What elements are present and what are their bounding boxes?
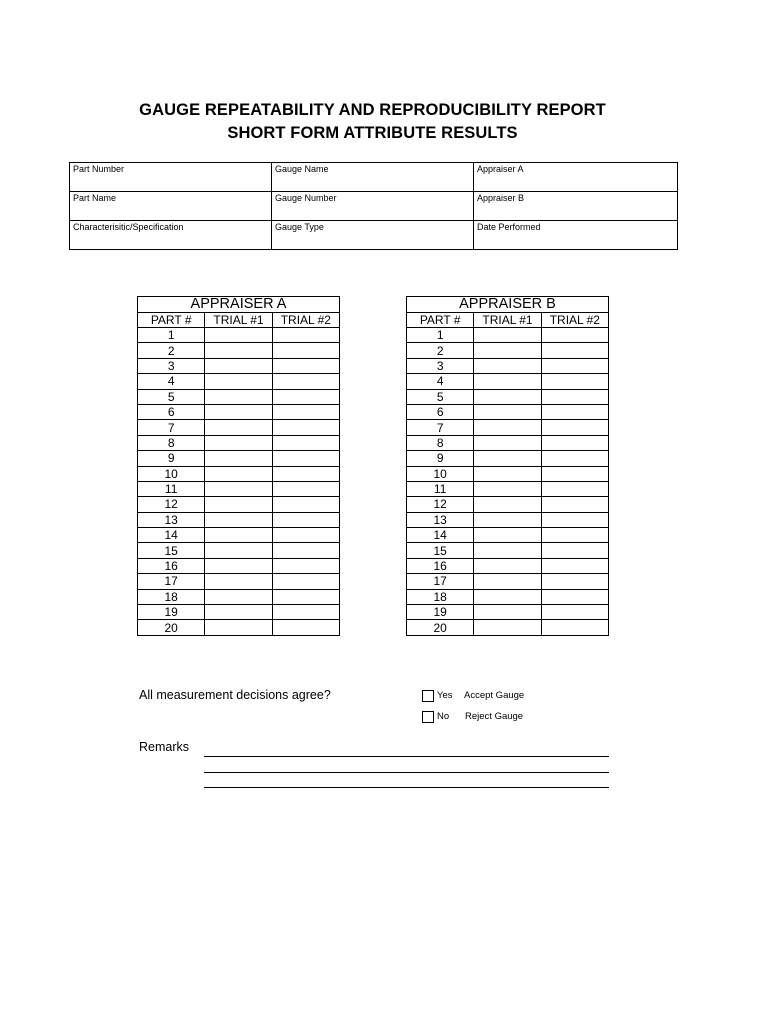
table-row (407, 543, 609, 558)
trial-1-cell[interactable] (205, 528, 272, 543)
part-number: 20 (138, 620, 205, 635)
part-number: 13 (138, 512, 205, 527)
trial-2-cell[interactable] (272, 605, 339, 620)
trial-2-cell[interactable] (272, 512, 339, 527)
table-row (407, 558, 609, 573)
part-number: 20 (407, 620, 474, 635)
trial-1-cell[interactable] (474, 497, 541, 512)
part-number: 2 (138, 343, 205, 358)
part-number: 9 (407, 451, 474, 466)
table-row (138, 558, 340, 573)
table-row (138, 589, 340, 604)
part-number: 17 (138, 574, 205, 589)
trial-2-cell[interactable] (541, 558, 608, 573)
part-number: 16 (138, 558, 205, 573)
info-table (69, 162, 678, 250)
trial-2-cell[interactable] (272, 558, 339, 573)
trial-2-cell[interactable] (541, 497, 608, 512)
accept-gauge-label: Accept Gauge (464, 690, 525, 701)
trial-1-cell[interactable] (474, 605, 541, 620)
part-number: 3 (138, 358, 205, 373)
trial-1-cell[interactable] (474, 404, 541, 419)
trial-1-cell[interactable] (474, 620, 541, 635)
no-checkbox[interactable] (422, 711, 434, 723)
table-row (407, 328, 609, 343)
part-number: 15 (407, 543, 474, 558)
trial-2-cell[interactable] (272, 466, 339, 481)
trial-2-cell[interactable] (541, 543, 608, 558)
part-number: 1 (138, 328, 205, 343)
table-row (407, 404, 609, 419)
trial-2-cell[interactable] (272, 374, 339, 389)
info-field[interactable]: Appraiser B (474, 192, 678, 221)
trial-2-cell[interactable] (541, 589, 608, 604)
part-number: 10 (138, 466, 205, 481)
trial-2-cell[interactable] (541, 605, 608, 620)
part-number: 15 (138, 543, 205, 558)
trial-1-cell[interactable] (205, 466, 272, 481)
reject-gauge-label: Reject Gauge (465, 711, 524, 722)
trial-1-cell[interactable] (205, 589, 272, 604)
trial-1-cell[interactable] (205, 497, 272, 512)
trial-1-cell[interactable] (205, 389, 272, 404)
trial-1-cell[interactable] (474, 343, 541, 358)
info-field[interactable]: Date Performed (474, 221, 678, 250)
part-number: 18 (138, 589, 205, 604)
part-number: 8 (138, 435, 205, 450)
part-number: 13 (407, 512, 474, 527)
trial-2-cell[interactable] (272, 451, 339, 466)
trial-2-cell[interactable] (541, 343, 608, 358)
table-row (138, 605, 340, 620)
table-row (138, 435, 340, 450)
part-number: 3 (407, 358, 474, 373)
trial-2-cell[interactable] (541, 481, 608, 496)
trial-1-cell[interactable] (205, 543, 272, 558)
remarks-line[interactable] (204, 787, 609, 788)
part-number: 4 (138, 374, 205, 389)
trial-1-cell[interactable] (205, 374, 272, 389)
trial-2-cell[interactable] (541, 451, 608, 466)
part-number: 12 (138, 497, 205, 512)
part-number: 4 (407, 374, 474, 389)
part-number: 6 (407, 404, 474, 419)
trial-1-cell[interactable] (205, 328, 272, 343)
trial-2-cell[interactable] (272, 435, 339, 450)
trial-1-cell[interactable] (474, 512, 541, 527)
appraiser-b-table (406, 296, 609, 636)
trial-2-cell[interactable] (541, 466, 608, 481)
trial-2-cell[interactable] (272, 543, 339, 558)
trial-1-cell[interactable] (474, 558, 541, 573)
trial-2-cell[interactable] (272, 343, 339, 358)
table-row (407, 497, 609, 512)
trial-1-cell[interactable] (474, 328, 541, 343)
report-title: GAUGE REPEATABILITY AND REPRODUCIBILITY REPORT (139, 101, 606, 119)
table-row (407, 451, 609, 466)
table-row (407, 343, 609, 358)
part-number: 11 (407, 481, 474, 496)
trial-1-cell[interactable] (205, 420, 272, 435)
table-row (138, 328, 340, 343)
trial-2-cell[interactable] (541, 574, 608, 589)
trial-2-cell[interactable] (541, 358, 608, 373)
trial-2-cell[interactable] (272, 420, 339, 435)
table-row (138, 497, 340, 512)
part-number: 18 (407, 589, 474, 604)
part-number: 5 (407, 389, 474, 404)
yes-label: Yes (437, 690, 453, 701)
trial-1-cell[interactable] (474, 589, 541, 604)
table-row (138, 481, 340, 496)
trial-2-cell[interactable] (272, 358, 339, 373)
table-row (407, 605, 609, 620)
part-number: 7 (138, 420, 205, 435)
table-row (407, 374, 609, 389)
table-row (407, 466, 609, 481)
table-row (407, 358, 609, 373)
table-row (407, 528, 609, 543)
part-number: 17 (407, 574, 474, 589)
remarks-label: Remarks (139, 740, 190, 754)
part-number: 8 (407, 435, 474, 450)
appraiser-a-title: APPRAISER A (138, 297, 340, 313)
info-row (70, 221, 678, 250)
trial-2-cell[interactable] (541, 420, 608, 435)
trial-1-cell[interactable] (474, 374, 541, 389)
table-row (138, 574, 340, 589)
col-header-trial1: TRIAL #1 (474, 313, 541, 328)
table-row (407, 420, 609, 435)
trial-1-cell[interactable] (205, 481, 272, 496)
trial-2-cell[interactable] (541, 404, 608, 419)
table-row (407, 589, 609, 604)
report-subtitle: SHORT FORM ATTRIBUTE RESULTS (227, 124, 518, 142)
trial-2-cell[interactable] (272, 589, 339, 604)
yes-checkbox[interactable] (422, 690, 434, 702)
part-number: 12 (407, 497, 474, 512)
table-row (407, 481, 609, 496)
info-field[interactable]: Characterisitic/Specification (70, 221, 272, 250)
table-row (138, 358, 340, 373)
info-field[interactable]: Gauge Number (272, 192, 474, 221)
remarks-line[interactable] (204, 772, 609, 773)
trial-1-cell[interactable] (474, 389, 541, 404)
trial-2-cell[interactable] (272, 497, 339, 512)
trial-2-cell[interactable] (541, 512, 608, 527)
part-number: 5 (138, 389, 205, 404)
table-row (138, 451, 340, 466)
table-row (138, 528, 340, 543)
agreement-question: All measurement decisions agree? (139, 688, 331, 702)
table-row (138, 389, 340, 404)
trial-1-cell[interactable] (205, 358, 272, 373)
part-number: 1 (407, 328, 474, 343)
table-row (407, 574, 609, 589)
trial-2-cell[interactable] (541, 389, 608, 404)
part-number: 14 (407, 528, 474, 543)
trial-2-cell[interactable] (541, 435, 608, 450)
table-row (138, 466, 340, 481)
trial-1-cell[interactable] (205, 574, 272, 589)
trial-1-cell[interactable] (474, 543, 541, 558)
trial-1-cell[interactable] (205, 451, 272, 466)
table-row (407, 389, 609, 404)
part-number: 6 (138, 404, 205, 419)
part-number: 2 (407, 343, 474, 358)
trial-2-cell[interactable] (541, 374, 608, 389)
info-field[interactable]: Part Number (70, 163, 272, 192)
info-row (70, 163, 678, 192)
part-number: 7 (407, 420, 474, 435)
part-number: 10 (407, 466, 474, 481)
trial-1-cell[interactable] (205, 620, 272, 635)
no-label: No (437, 711, 450, 722)
trial-2-cell[interactable] (541, 620, 608, 635)
info-field[interactable]: Gauge Name (272, 163, 474, 192)
trial-1-cell[interactable] (205, 404, 272, 419)
trial-2-cell[interactable] (272, 481, 339, 496)
trial-1-cell[interactable] (205, 512, 272, 527)
trial-2-cell[interactable] (541, 528, 608, 543)
table-row (138, 543, 340, 558)
trial-2-cell[interactable] (541, 328, 608, 343)
table-row (138, 420, 340, 435)
info-row (70, 192, 678, 221)
trial-2-cell[interactable] (272, 620, 339, 635)
part-number: 14 (138, 528, 205, 543)
trial-1-cell[interactable] (474, 420, 541, 435)
trial-1-cell[interactable] (474, 451, 541, 466)
table-row (138, 374, 340, 389)
table-row (407, 512, 609, 527)
trial-1-cell[interactable] (474, 466, 541, 481)
trial-1-cell[interactable] (205, 605, 272, 620)
part-number: 19 (138, 605, 205, 620)
col-header-trial2: TRIAL #2 (272, 313, 339, 328)
part-number: 19 (407, 605, 474, 620)
remarks-line[interactable] (204, 756, 609, 757)
trial-1-cell[interactable] (205, 435, 272, 450)
trial-1-cell[interactable] (205, 558, 272, 573)
trial-2-cell[interactable] (272, 404, 339, 419)
table-row (138, 620, 340, 635)
trial-2-cell[interactable] (272, 574, 339, 589)
table-row (138, 404, 340, 419)
col-header-trial1: TRIAL #1 (205, 313, 272, 328)
col-header-trial2: TRIAL #2 (541, 313, 608, 328)
trial-1-cell[interactable] (474, 358, 541, 373)
table-row (138, 343, 340, 358)
trial-1-cell[interactable] (474, 528, 541, 543)
trial-1-cell[interactable] (474, 574, 541, 589)
col-header-part: PART # (138, 313, 205, 328)
trial-2-cell[interactable] (272, 389, 339, 404)
trial-1-cell[interactable] (205, 343, 272, 358)
trial-1-cell[interactable] (474, 435, 541, 450)
col-header-part: PART # (407, 313, 474, 328)
trial-1-cell[interactable] (474, 481, 541, 496)
info-field[interactable]: Appraiser A (474, 163, 678, 192)
table-row (138, 512, 340, 527)
table-row (407, 620, 609, 635)
part-number: 16 (407, 558, 474, 573)
table-row (407, 435, 609, 450)
trial-2-cell[interactable] (272, 328, 339, 343)
trial-2-cell[interactable] (272, 528, 339, 543)
info-field[interactable]: Part Name (70, 192, 272, 221)
part-number: 9 (138, 451, 205, 466)
appraiser-a-table (137, 296, 340, 636)
info-field[interactable]: Gauge Type (272, 221, 474, 250)
part-number: 11 (138, 481, 205, 496)
appraiser-b-title: APPRAISER B (407, 297, 609, 313)
